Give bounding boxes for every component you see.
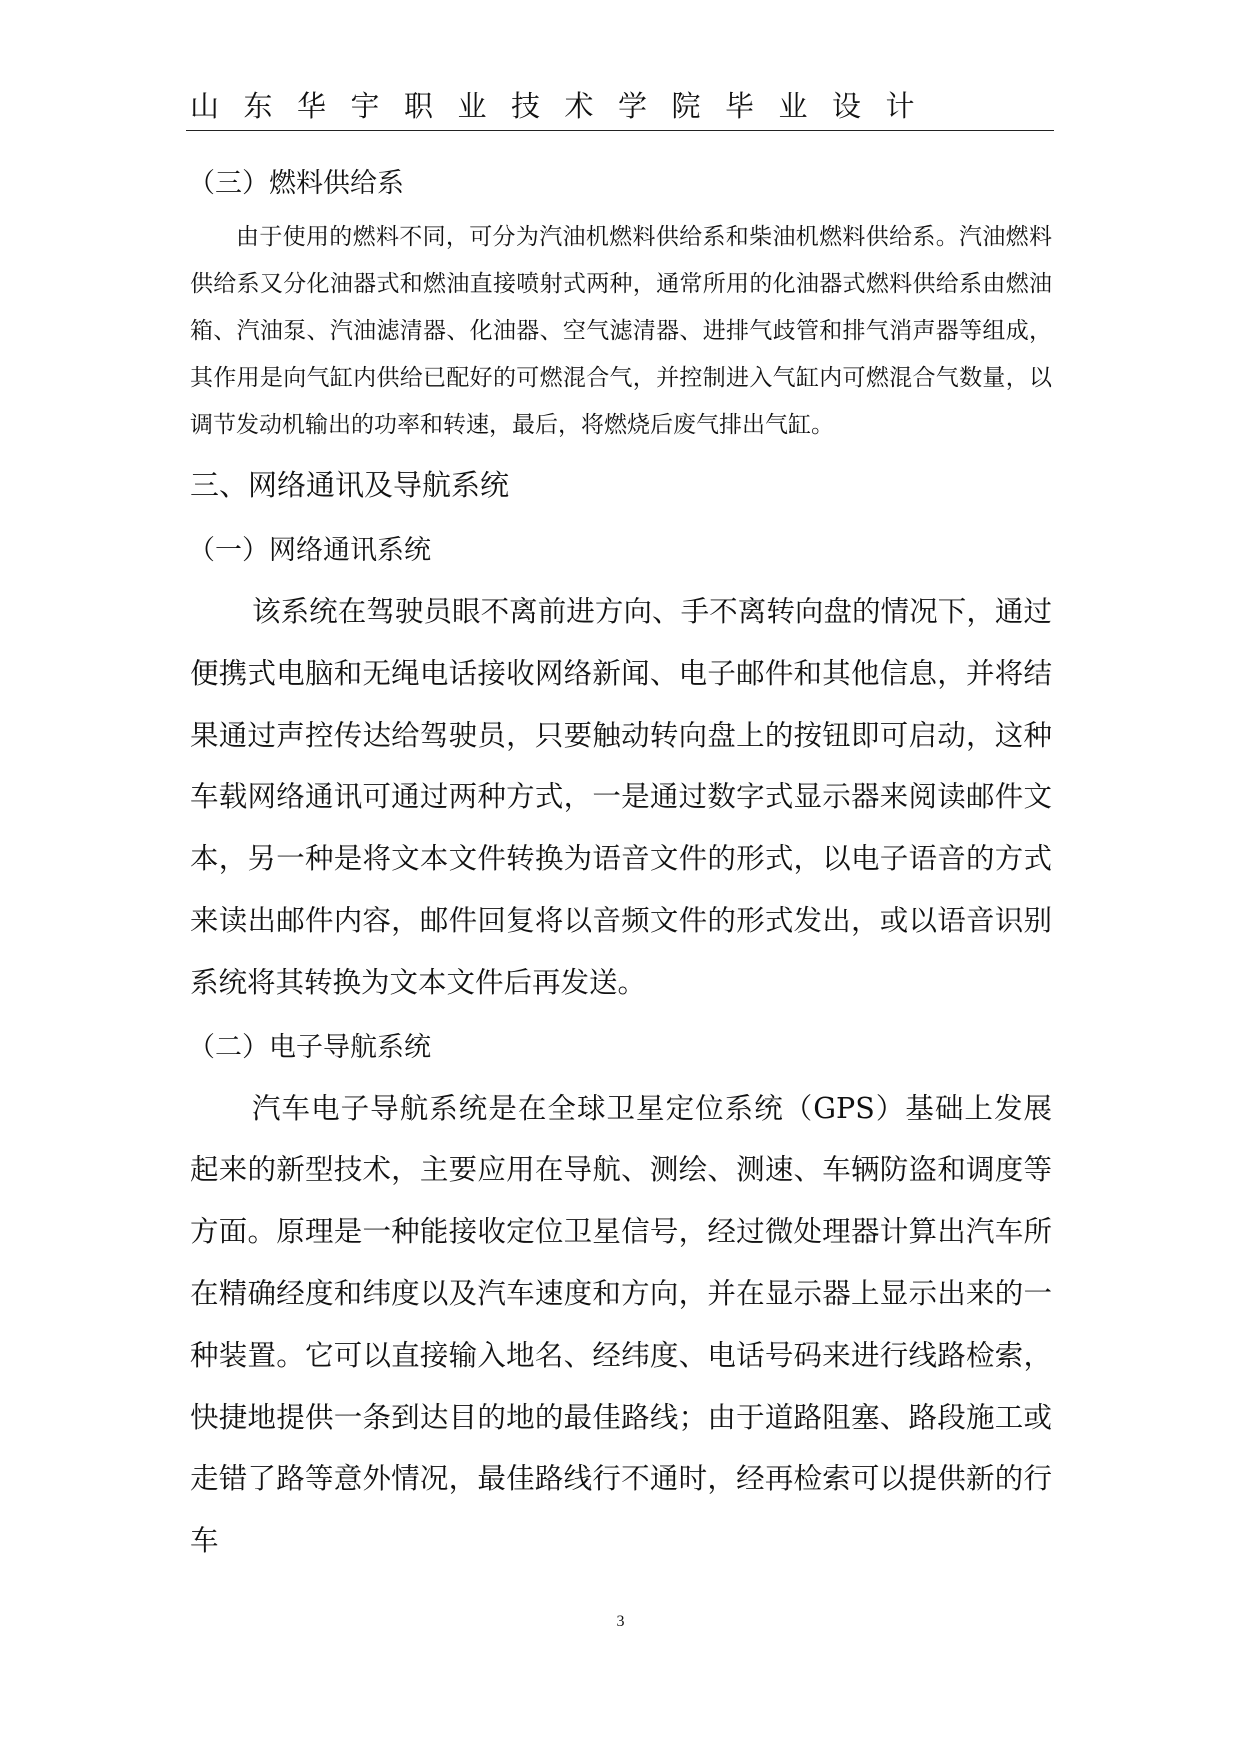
page-number: 3	[616, 1613, 625, 1630]
header-divider	[186, 130, 1054, 131]
section-heading-network-communication: （一）网络通讯系统	[188, 535, 431, 566]
paragraph-electronic-navigation: 汽车电子导航系统是在全球卫星定位系统（GPS）基础上发展起来的新型技术，主要应用在导航、测绘、测速、车辆防盗和调度等方面。原理是一种能接收定位卫星信号，经过微处理器计算出汽车所在精确经度和纬度以及汽车速度和方向，并在显示器上显示出来的一种装置。它可以直接输入地名、经纬度、电话号码来进行线路检索，快捷地提供一条到达目的地的最佳路线；由于道路阻塞、路段施工或走错了路等意外情况，最佳路线行不通时，经再检索可以提供新的行车	[190, 1091, 1052, 1558]
page-header-title: 山东华宇职业技术学院毕业设计	[190, 89, 940, 123]
chapter-heading-network-navigation: 三、网络通讯及导航系统	[190, 468, 510, 502]
section-heading-electronic-navigation: （二）电子导航系统	[188, 1031, 431, 1063]
section-heading-fuel-supply: （三）燃料供给系	[188, 168, 404, 199]
paragraph-network-communication: 该系统在驾驶员眼不离前进方向、手不离转向盘的情况下，通过便携式电脑和无绳电话接收网络新闻、电子邮件和其他信息，并将结果通过声控传达给驾驶员，只要触动转向盘上的按钮即可启动，这种车载网络通讯可通过两种方式，一是通过数字式显示器来阅读邮件文本，另一种是将文本文件转换为语音文件的形式，以电子语音的方式来读出邮件内容，邮件回复将以音频文件的形式发出，或以语音识别系统将其转换为文本文件后再发送。	[190, 595, 1052, 999]
page-body	[190, 154, 1052, 1576]
paragraph-fuel-supply: 由于使用的燃料不同，可分为汽油机燃料供给系和柴油机燃料供给系。汽油燃料供给系又分化油器式和燃油直接喷射式两种，通常所用的化油器式燃料供给系由燃油箱、汽油泵、汽油滤清器、化油器、空气滤清器、进排气歧管和排气消声器等组成，其作用是向气缸内供给已配好的可燃混合气，并控制进入气缸内可燃混合气数量，以调节发动机输出的功率和转速，最后，将燃烧后废气排出气缸。	[190, 224, 1052, 438]
